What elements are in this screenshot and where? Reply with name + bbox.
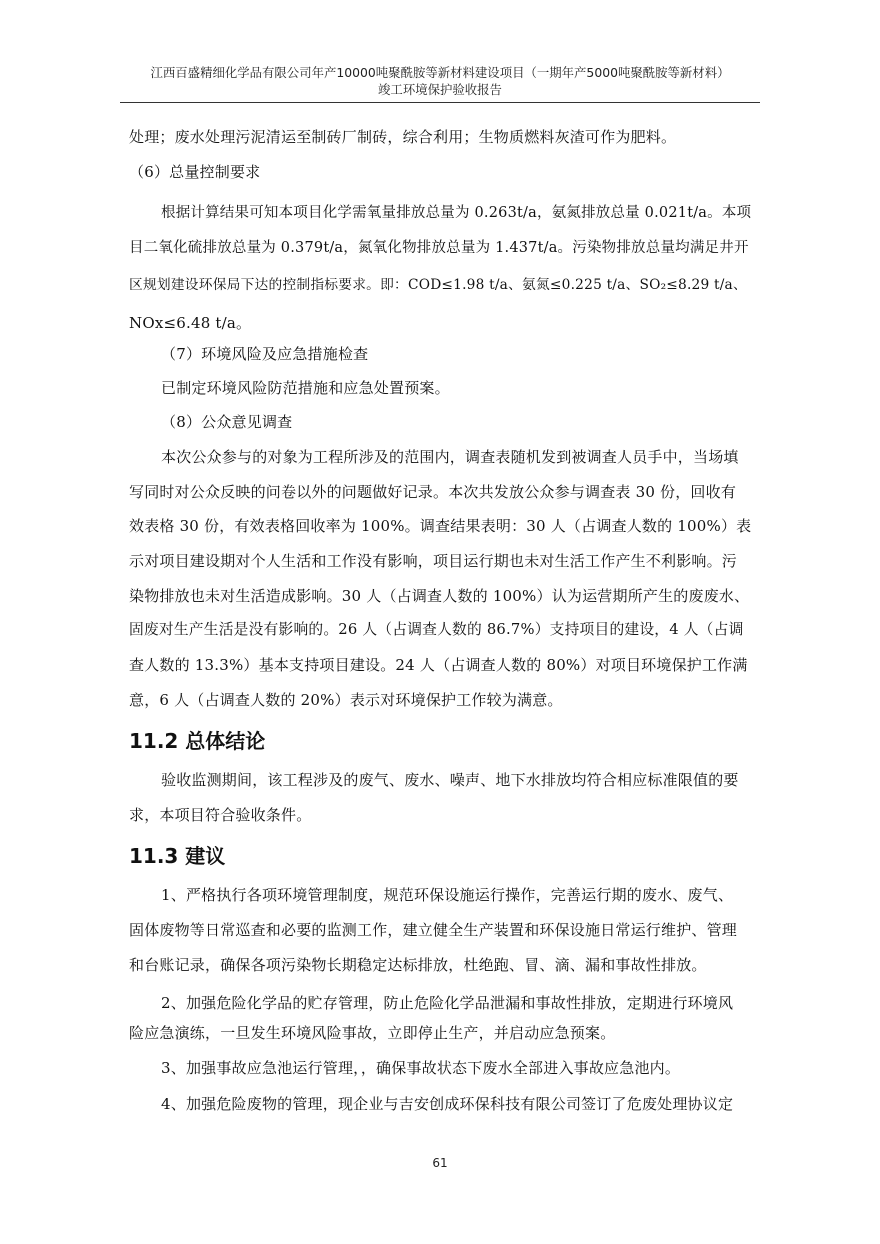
page-number: 61 [432, 1156, 448, 1170]
body-line: NOx≤6.48 t/a。 [129, 314, 252, 332]
body-line: 和台账记录，确保各项污染物长期稳定达标排放，杜绝跑、冒、滴、漏和事故性排放。 [129, 956, 707, 974]
section-heading-11-2: 11.2 总体结论 [129, 729, 266, 753]
body-line: 处理；废水处理污泥清运至制砖厂制砖，综合利用；生物质燃料灰渣可作为肥料。 [129, 128, 677, 146]
body-line: 效表格 30 份，有效表格回收率为 100%。调查结果表明：30 人（占调查人数的 100%）表 [129, 517, 752, 535]
body-line: 目二氧化硫排放总量为 0.379t/a，氮氧化物排放总量为 1.437t/a。污染物排放总量均满足井开 [129, 240, 749, 256]
body-line: 查人数的 13.3%）基本支持项目建设。24 人（占调查人数的 80%）对项目环境保护工作满 [129, 656, 748, 674]
report-title [120, 64, 760, 98]
body-line: 固体废物等日常巡查和必要的监测工作，建立健全生产装置和环保设施日常运行维护、管理 [129, 921, 738, 939]
body-line: 染物排放也未对生活造成影响。30 人（占调查人数的 100%）认为运营期所产生的废废水、 [129, 587, 750, 605]
subheading-total-control: （6）总量控制要求 [129, 163, 261, 181]
body-line: 固废对生产生活是没有影响的。26 人（占调查人数的 86.7%）支持项目的建设，4 人（占调 [129, 621, 744, 638]
body-line: 验收监测期间，该工程涉及的废气、废水、噪声、地下水排放均符合相应标准限值的要 [161, 771, 739, 789]
body-line: 3、加强事故应急池运行管理，，确保事故状态下废水全部进入事故应急池内。 [161, 1059, 681, 1077]
body-line: 示对项目建设期对个人生活和工作没有影响，项目运行期也未对生活工作产生不利影响。污 [129, 552, 738, 570]
subheading-public-survey: （8）公众意见调查 [161, 413, 293, 431]
body-line: 求，本项目符合验收条件。 [129, 806, 312, 824]
body-line: 2、加强危险化学品的贮存管理，防止危险化学品泄漏和事故性排放，定期进行环境风 [161, 994, 734, 1012]
body-line: 意，6 人（占调查人数的 20%）表示对环境保护工作较为满意。 [129, 691, 563, 709]
body-line: 已制定环境风险防范措施和应急处置预案。 [161, 379, 450, 397]
header-divider [120, 102, 760, 103]
section-heading-11-3: 11.3 建议 [129, 844, 226, 868]
report-title-line-2: 竣工环境保护验收报告 [378, 82, 502, 97]
body-line: 根据计算结果可知本项目化学需氧量排放总量为 0.263t/a，氨氮排放总量 0.021t/a。本项 [161, 205, 752, 221]
body-line: 写同时对公众反映的问卷以外的问题做好记录。本次共发放公众参与调查表 30 份，回收有 [129, 483, 737, 501]
subheading-risk-check: （7）环境风险及应急措施检查 [161, 345, 369, 363]
body-line: 险应急演练，一旦发生环境风险事故，立即停止生产，并启动应急预案。 [129, 1024, 616, 1042]
body-line: 区规划建设环保局下达的控制指标要求。即：COD≤1.98 t/a、氨氮≤0.225 t/a、SO₂≤8.29 t/a、 [129, 277, 747, 293]
body-line: 4、加强危险废物的管理，现企业与吉安创成环保科技有限公司签订了危废处理协议定 [161, 1095, 734, 1113]
body-line: 本次公众参与的对象为工程所涉及的范围内，调查表随机发到被调查人员手中，当场填 [161, 448, 739, 466]
body-line: 1、严格执行各项环境管理制度，规范环保设施运行操作，完善运行期的废水、废气、 [161, 886, 734, 904]
report-title-line-1: 江西百盛精细化学品有限公司年产10000吨聚酰胺等新材料建设项目（一期年产5000吨聚酰胺等新材料） [150, 65, 730, 80]
